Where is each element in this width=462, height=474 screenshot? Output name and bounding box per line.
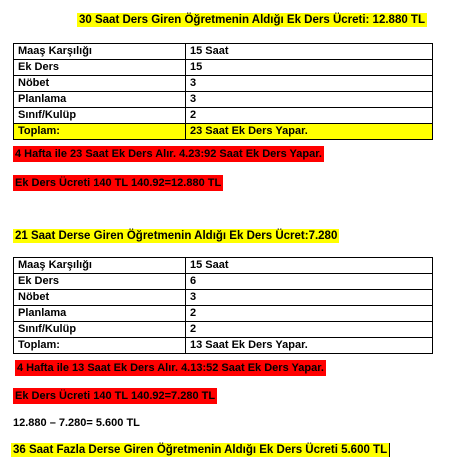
row-label: Sınıf/Kulüp xyxy=(14,108,186,124)
note-fee-21: Ek Ders Ücreti 140 TL 140.92=7.280 TL xyxy=(15,390,216,402)
row-label: Ek Ders xyxy=(14,60,186,76)
table-21-hours xyxy=(13,257,433,354)
table-30-hours xyxy=(13,43,433,140)
row-label: Toplam: xyxy=(14,338,186,354)
row-label: Sınıf/Kulüp xyxy=(14,322,186,338)
table-row xyxy=(14,76,433,92)
table-row xyxy=(14,322,433,338)
row-value: 3 xyxy=(186,92,433,108)
table-row xyxy=(14,338,433,354)
row-label: Maaş Karşılığı xyxy=(14,258,186,274)
row-label: Ek Ders xyxy=(14,274,186,290)
row-value: 3 xyxy=(186,76,433,92)
row-label: Planlama xyxy=(14,92,186,108)
note-weekly-21: 4 Hafta ile 13 Saat Ek Ders Alır. 4.13:52 Saat Ek Ders Yapar. xyxy=(17,362,324,374)
heading-21-hours: 21 Saat Derse Giren Öğretmenin Aldığı Ek Ders Ücret:7.280 xyxy=(15,230,338,242)
table-row xyxy=(14,290,433,306)
row-label: Nöbet xyxy=(14,290,186,306)
row-value: 2 xyxy=(186,108,433,124)
table-row xyxy=(14,60,433,76)
note-weekly-30: 4 Hafta ile 23 Saat Ek Ders Alır. 4.23:92 Saat Ek Ders Yapar. xyxy=(15,148,322,160)
row-value: 15 Saat xyxy=(186,258,433,274)
conclusion-line: 36 Saat Fazla Derse Giren Öğretmenin Aldığı Ek Ders Ücreti 5.600 TL xyxy=(11,443,390,457)
row-label: Nöbet xyxy=(14,76,186,92)
table-row xyxy=(14,306,433,322)
note-fee-30: Ek Ders Ücreti 140 TL 140.92=12.880 TL xyxy=(15,177,222,189)
row-value: 2 xyxy=(186,306,433,322)
row-value: 13 Saat Ek Ders Yapar. xyxy=(186,338,433,354)
row-value: 15 xyxy=(186,60,433,76)
table-row xyxy=(14,274,433,290)
table-row xyxy=(14,124,433,140)
table-row xyxy=(14,108,433,124)
row-label: Toplam: xyxy=(14,124,186,140)
row-value: 3 xyxy=(186,290,433,306)
row-value: 23 Saat Ek Ders Yapar. xyxy=(186,124,433,140)
row-label: Planlama xyxy=(14,306,186,322)
calculation-line: 12.880 – 7.280= 5.600 TL xyxy=(13,417,140,429)
row-value: 2 xyxy=(186,322,433,338)
table-row xyxy=(14,92,433,108)
heading-30-hours: 30 Saat Ders Giren Öğretmenin Aldığı Ek Ders Ücreti: 12.880 TL xyxy=(79,14,425,26)
row-label: Maaş Karşılığı xyxy=(14,44,186,60)
table-row xyxy=(14,258,433,274)
row-value: 15 Saat xyxy=(186,44,433,60)
row-value: 6 xyxy=(186,274,433,290)
table-row xyxy=(14,44,433,60)
